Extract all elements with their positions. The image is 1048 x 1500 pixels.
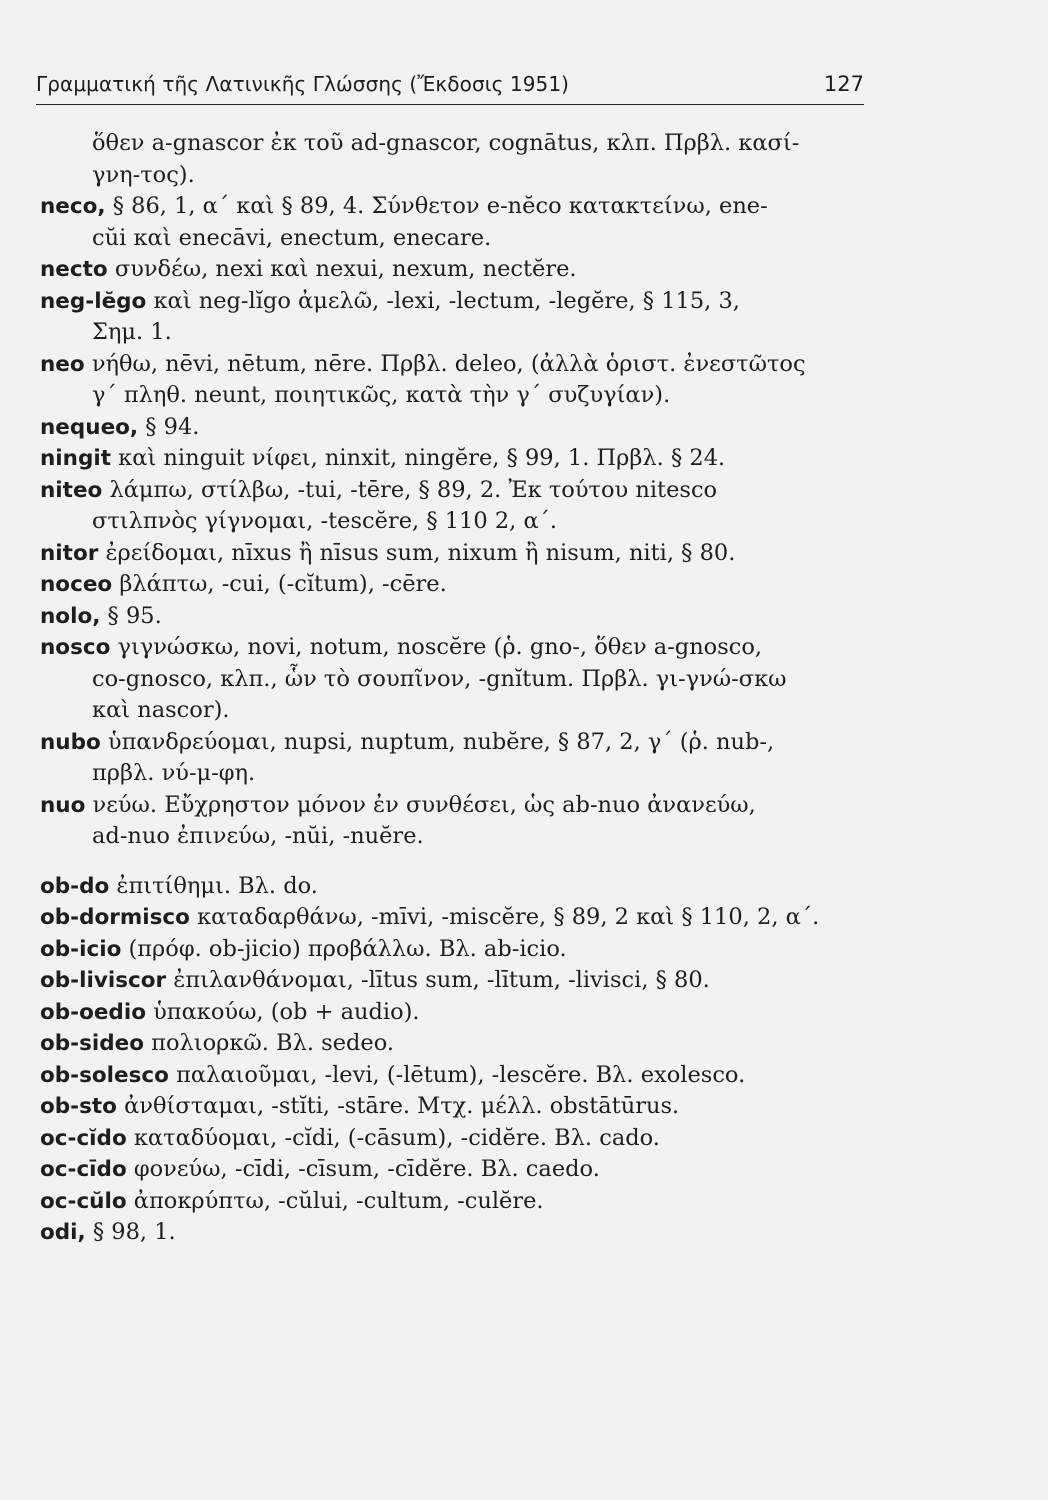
entry-line <box>40 191 870 223</box>
headword: nitor <box>40 540 99 566</box>
entry-line <box>40 934 870 966</box>
headword: ob-oedio <box>40 999 146 1025</box>
entry-text: Σημ. 1. <box>92 319 172 345</box>
headword: ob-solesco <box>40 1062 169 1088</box>
headword: neco, <box>40 194 106 219</box>
running-title: Γραμματική τῆς Λατινικῆς Γλώσσης (Ἔκδοσις 1951) <box>36 72 570 96</box>
entry-text: (πρόφ. ob-jicio) προβάλλω. Βλ. ab-icio. <box>121 935 567 962</box>
headword: ningit <box>40 446 112 471</box>
headword: ob-dormisco <box>40 905 190 930</box>
entry-line <box>40 871 870 903</box>
entry-text: ὅθεν a-gnascor ἐκ τοῦ ad-gnascor, cognātus, κλπ. Πρβλ. κασί- <box>92 130 800 156</box>
entry-line <box>40 538 870 570</box>
entry-text: ἀποκρύπτω, -cŭlui, -cultum, -culĕre. <box>126 1187 544 1214</box>
entry-text: ad-nuo ἐπινεύω, -nŭi, -nuĕre. <box>92 823 424 849</box>
entry-text: πρβλ. νύ-μ-φη. <box>92 760 256 786</box>
entry-line <box>40 1060 870 1092</box>
entry-text: πολιορκῶ. Βλ. sedeo. <box>144 1030 395 1056</box>
entry-continuation-line <box>40 317 870 349</box>
headword: ob-icio <box>40 936 122 962</box>
entry-text: νήθω, nēvi, nētum, nēre. Πρβλ. deleo, (ἀλλὰ ὁριστ. ἐνεστῶτος <box>84 350 806 377</box>
entry-continuation-line <box>40 664 870 696</box>
entry-text: νεύω. Εὔχρηστον μόνον ἐν συνθέσει, ὡς ab-nuo ἀνανεύω, <box>85 791 756 818</box>
entry-text: φονεύω, -cīdi, -cīsum, -cīdĕre. Βλ. caedo. <box>126 1156 600 1182</box>
entry-text: ἐπιτίθημι. Βλ. do. <box>109 872 318 899</box>
entry-text: παλαιοῦμαι, -levi, (-lētum), -lescĕre. Βλ. exolesco. <box>168 1061 746 1088</box>
entry-continuation-line <box>40 128 870 160</box>
entry-text: ἐπιλανθάνομαι, -lītus sum, -lītum, -livisci, § 80. <box>166 967 710 993</box>
entry-continuation-line <box>40 223 870 255</box>
entry-line <box>40 727 870 759</box>
page-header <box>36 62 864 105</box>
headword: nubo <box>40 729 101 755</box>
headword: necto <box>40 257 108 282</box>
entry-text: § 98, 1. <box>85 1219 176 1245</box>
headword: oc-cŭlo <box>40 1188 127 1214</box>
headword: oc-cĭdo <box>40 1125 127 1151</box>
entry-text: γ΄ πληθ. neunt, ποιητικῶς, κατὰ τὴν γ΄ συζυγίαν). <box>92 382 671 408</box>
entry-line <box>40 1217 870 1249</box>
entry-line <box>40 475 870 507</box>
headword: noceo <box>40 572 113 597</box>
entry-text: στιλπνὸς γίγνομαι, -tescĕre, § 110 2, α΄. <box>92 508 558 534</box>
entry-text: γιγνώσκω, novi, notum, noscĕre (ῥ. gno-, ὅθεν a-gnosco, <box>110 634 763 660</box>
entry-line <box>40 790 870 822</box>
entry-line <box>40 1123 870 1155</box>
entry-line <box>40 1154 870 1186</box>
entry-line <box>40 632 870 664</box>
entry-continuation-line <box>40 160 870 192</box>
entry-text: co-gnosco, κλπ., ὧν τὸ σουπῖνον, -gnĭtum. Πρβλ. γι-γνώ-σκω <box>92 665 787 692</box>
entry-text: καὶ ninguit νίφει, ninxit, ningĕre, § 99, 1. Πρβλ. § 24. <box>111 445 726 471</box>
entry-line <box>40 254 870 286</box>
entry-line <box>40 997 870 1029</box>
entry-text: βλάπτω, -cui, (-cĭtum), -cēre. <box>112 571 447 597</box>
headword: neg-lĕgo <box>40 288 147 314</box>
entry-continuation-line <box>40 695 870 727</box>
entry-text: καὶ nascor). <box>92 697 230 723</box>
headword: ob-do <box>40 873 110 899</box>
headword: ob-liviscor <box>40 968 167 993</box>
entry-line <box>40 1028 870 1060</box>
entry-text: συνδέω, nexi καὶ nexui, nexum, nectĕre. <box>107 256 577 282</box>
entry-continuation-line <box>40 758 870 790</box>
entry-continuation-line <box>40 506 870 538</box>
entry-text: γνη-τος). <box>92 161 195 188</box>
headword: niteo <box>40 477 103 503</box>
entry-text: ὑπακούω, (ob + audio). <box>145 998 420 1025</box>
entry-text: καταδύομαι, -cĭdi, (-cāsum), -cidĕre. Βλ. cado. <box>126 1124 660 1151</box>
entry-text: καὶ neg-lĭgo ἀμελῶ, -lexi, -lectum, -legĕre, § 115, 3, <box>146 287 740 314</box>
entry-line <box>40 1091 870 1123</box>
entry-text: § 86, 1, α΄ καὶ § 89, 4. Σύνθετον e-nĕco κατακτείνω, ene- <box>105 193 768 219</box>
entry-line <box>40 601 870 633</box>
entry-line <box>40 965 870 997</box>
headword: nosco <box>40 635 111 660</box>
entry-line <box>40 569 870 601</box>
headword: oc-cīdo <box>40 1157 127 1182</box>
entry-text: λάμπω, στίλβω, -tui, -tēre, § 89, 2. Ἐκ τούτου nitesco <box>102 476 718 503</box>
dictionary-entries <box>40 128 870 1249</box>
entry-line <box>40 443 870 475</box>
entry-line <box>40 902 870 934</box>
entry-text: καταδαρθάνω, -mīvi, -miscĕre, § 89, 2 καὶ § 110, 2, α΄. <box>189 904 820 930</box>
headword: nolo, <box>40 603 101 629</box>
entry-line <box>40 286 870 318</box>
headword: nuo <box>40 792 86 818</box>
entry-text: ἐρείδομαι, nīxus ἢ nīsus sum, nixum ἢ nisum, niti, § 80. <box>98 539 736 566</box>
entry-text: § 95. <box>100 602 162 629</box>
entry-line <box>40 412 870 444</box>
entry-text: ἀνθίσταμαι, -stĭti, -stāre. Μτχ. μέλλ. obstātūrus. <box>116 1093 680 1119</box>
entry-text: ὑπανδρεύομαι, nupsi, nuptum, nubĕre, § 87, 2, γ΄ (ῥ. nub-, <box>100 728 775 755</box>
entry-text: cŭi καὶ enecāvi, enectum, enecare. <box>92 224 492 251</box>
headword: ob-sto <box>40 1094 117 1119</box>
entry-continuation-line <box>40 380 870 412</box>
entry-text: § 94. <box>138 413 200 440</box>
page-number: 127 <box>823 72 864 96</box>
headword: neo <box>40 351 85 377</box>
headword: nequeo, <box>40 414 139 440</box>
entry-line <box>40 1186 870 1218</box>
entry-line <box>40 349 870 381</box>
headword: ob-sideo <box>40 1031 144 1056</box>
headword: odi, <box>40 1220 86 1245</box>
entry-continuation-line <box>40 821 870 853</box>
